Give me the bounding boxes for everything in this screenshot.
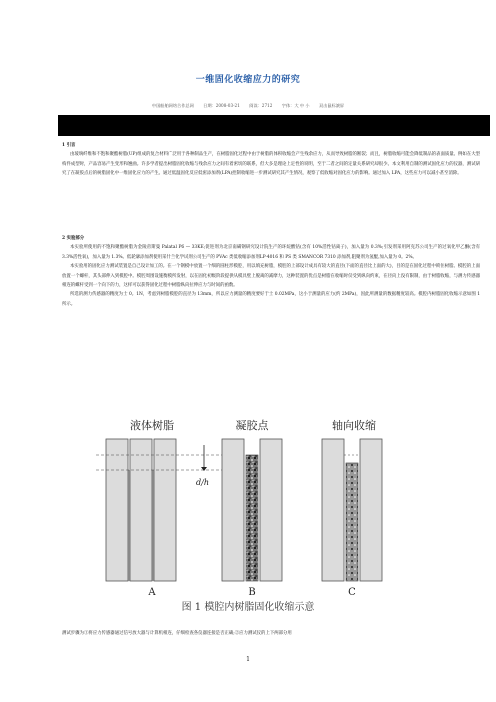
article-meta <box>0 103 496 109</box>
article-title: 一维固化收缩应力的研究 <box>195 75 301 85</box>
arrow-down-icon <box>201 467 207 471</box>
section-experiment <box>62 234 480 309</box>
label-c: C <box>348 587 356 598</box>
label-b: B <box>248 587 256 598</box>
meta-scroll[interactable]: 双击鼠标滚屏 <box>318 103 345 108</box>
paragraph: 本实验所使用的不饱和聚酯树脂为金陵帝斯曼 Palatal P6 — 33KE;促进剂为北京南磺钢研究设计院生产的环烷酸钴(含有 10%活性钴离子)，加入量为 0.3%;引发剂采用阿克苏公司生产的过氧化甲乙酮(含有 3.3%活性氧)，加入量为 1.3%。低轮廓添加剂使用采什兰化学试剂公司生产的 PVAc 类低收缩添加剂LP-4016 和 PS 类 SMANCOR 7310 添加剂,阻聚剂为氢醌,加入量为 0。2%。 <box>62 245 480 260</box>
meta-views: 阅读：2712 <box>249 103 273 108</box>
meta-font-size[interactable]: 字体：大 中 小 <box>281 103 310 108</box>
page-number: 1 <box>246 656 250 663</box>
label-liquid-resin: 液体树脂 <box>130 419 174 432</box>
section-introduction <box>62 141 480 179</box>
figure-caption: 图 1 模腔内树脂固化收缩示意 <box>181 602 315 613</box>
label-a: A <box>148 587 156 598</box>
section-heading: 1 引言 <box>62 143 76 148</box>
section-heading: 2 实验部分 <box>62 236 85 241</box>
figure-mold-shrinkage <box>92 415 422 610</box>
paragraph: 所选的测力传感器的精度为士 0。1N，考虑到树脂模腔的直径为 13mm，所以应力测量的精度要好于士 0.02MPa，这小于测量的应力(约 2MPa)，因此所测量的数据精度较高。模腔内树脂固化收缩示意如图 1 所示。 <box>62 292 480 307</box>
meta-date: 日期：2008-03-21 <box>203 103 240 108</box>
header-banner <box>58 115 490 136</box>
mold-column-c <box>322 439 382 581</box>
label-gel-point: 凝胶点 <box>235 419 269 432</box>
meta-source: 中国船舶网络合作总网 <box>151 103 194 108</box>
label-dh: d/h <box>196 478 209 487</box>
paragraph-after-figure: 测试步骤为①将应力传感器通过信号放大器与计算机相连，仔细检查各仪器连接是否正确;②应力测试仪的上下两部分用 <box>62 631 292 636</box>
label-axial-shrinkage: 轴向收缩 <box>332 419 376 432</box>
mold-column-a <box>106 439 176 581</box>
mold-column-b <box>222 439 282 581</box>
paragraph: 本实验用的固化应力测试装置是自己设计加工的。在一个钢模中放置一个细的圆柱形模腔，用以填充树脂，模腔的上部设计成具有较大的直径(下面的直径比上面的大)，目的是在固化过程中锁住树脂。模腔的上面放置一个螺杆，其头部伸入到模腔中。模腔周围设施衡模所发射，以在固化初级阶段提供从模具壁上脱离的减摩力，这种装置的优点是树脂在收缩时仅受到纵向约束，在径向上没有限制，由于树脂收缩，与测力传感器相连的螺杆受到一个向下的力，这样可以获得固化过程中树脂纵向拉伸应力与时间的函数。 <box>62 264 480 289</box>
paragraph: 由玻璃纤维和不饱和聚酯树脂(UP)组成的复合材料广泛用于各种制品生产，在树脂固化过程中由于树脂的体积收缩会产生残余应力，从而导致树脂的断裂；而且，树脂收缩可能会降低制品的表面质量。例如在大型构件成型时，产品容易产生变形和翘曲。许多学者提出树脂固化收缩与残余应力之间有着密切的联系，但大多是理论上定性的说明，至于二者之间的定量关系研究却很少。本文利用自制的测试固化应力的仪器，测试研究了在凝胶点后的树脂固化中一维固化应力的产生。通过低温固化反应低密添加剂(LPA)控制收缩进一步测试研究其产生情况，观察了低收缩对固化应力的影响。通过加入 LPA，这些应力可以减小甚至消除。 <box>62 152 480 177</box>
